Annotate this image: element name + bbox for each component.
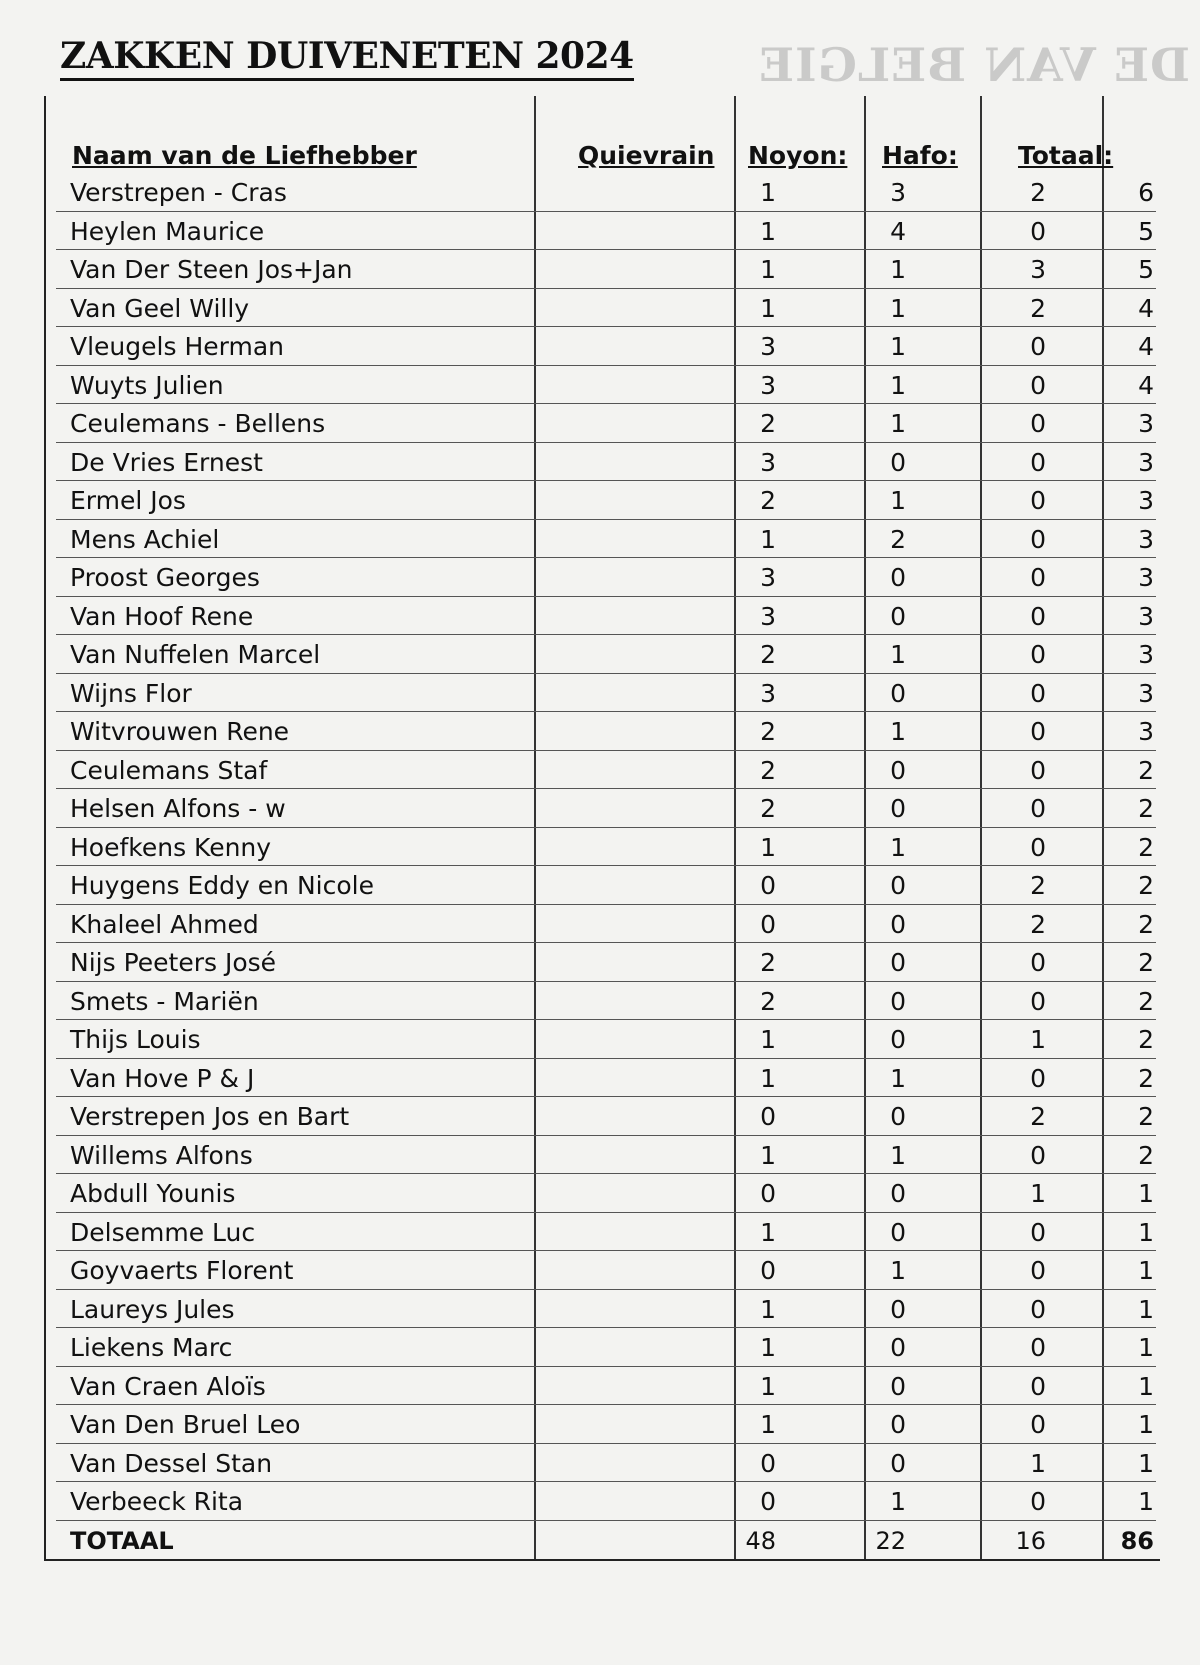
cell-quievrain: 3 [760,370,776,400]
table-row [56,1136,1156,1175]
cell-totaal: 2 [1138,871,1154,900]
table-row [56,1251,1156,1290]
cell-noyon: 0 [890,563,906,592]
cell-hafo: 0 [1030,1256,1046,1285]
cell-hafo: 1 [1030,1179,1046,1208]
cell-name: Van Geel Willy [70,293,250,323]
cell-noyon: 0 [890,1333,906,1362]
cell-totaal: 1 [1138,1294,1154,1324]
cell-quievrain: 3 [760,447,776,477]
cell-hafo: 2 [1030,1102,1046,1131]
cell-totaal: 3 [1138,601,1154,631]
cell-noyon: 0 [890,755,906,785]
cell-noyon: 1 [890,409,906,438]
header-noyon: Noyon: [748,141,848,170]
cell-name: Helsen Alfons - w [70,794,286,823]
header-quievrain: Quievrain [578,141,715,170]
cell-totaal: 2 [1138,755,1154,785]
table-row [56,712,1156,751]
cell-hafo: 0 [1030,678,1046,708]
cell-quievrain: 3 [760,678,776,708]
cell-name: Laureys Jules [70,1294,235,1324]
cell-quievrain: 0 [760,909,776,939]
cell-noyon: 0 [890,601,906,631]
cell-hafo: 2 [1030,909,1046,939]
cell-totaal: 2 [1138,986,1154,1016]
cell-hafo: 0 [1030,640,1046,669]
cell-noyon: 0 [890,1294,906,1324]
cell-name: Witvrouwen Rene [70,717,290,746]
cell-hafo: 0 [1030,524,1046,554]
cell-noyon: 3 [890,178,906,207]
cell-totaal: 2 [1138,1102,1154,1131]
cell-quievrain: 0 [760,1487,776,1516]
table-row [56,1174,1156,1213]
table-row [56,905,1156,944]
table-row [56,1059,1156,1098]
cell-hafo: 0 [1030,717,1046,746]
cell-quievrain: 1 [760,216,776,246]
cell-quievrain: 3 [760,332,776,361]
table-row [56,327,1156,366]
cell-quievrain: 1 [760,1025,776,1054]
cell-quievrain: 0 [760,1102,776,1131]
cell-noyon: 0 [890,1448,906,1478]
cell-name: Mens Achiel [70,524,220,554]
cell-noyon: 1 [890,1063,906,1093]
cell-name: Wijns Flor [70,678,192,708]
cell-noyon: 1 [890,370,906,400]
cell-quievrain: 2 [760,717,776,746]
cell-totaal: 5 [1138,216,1154,246]
cell-totaal: 3 [1138,486,1154,515]
cell-name: Proost Georges [70,563,260,592]
cell-totaal: 3 [1138,678,1154,708]
cell-hafo: 0 [1030,601,1046,631]
cell-totaal: 1 [1138,1487,1154,1516]
header-name: Naam van de Liefhebber [72,141,417,170]
cell-hafo: 0 [1030,1371,1046,1401]
cell-quievrain: 1 [760,1217,776,1247]
cell-totaal: 4 [1138,332,1154,361]
cell-noyon: 0 [890,1025,906,1054]
cell-hafo: 0 [1030,1410,1046,1439]
header-totaal: Totaal: [1018,141,1114,170]
total-hafo: 16 [1015,1526,1046,1555]
cell-totaal: 2 [1138,1025,1154,1054]
cell-quievrain: 0 [760,1256,776,1285]
cell-quievrain: 1 [760,1140,776,1170]
table-row [56,173,1156,212]
cell-hafo: 0 [1030,332,1046,361]
cell-hafo: 1 [1030,1025,1046,1054]
cell-name: Ermel Jos [70,486,186,515]
total-quievrain: 48 [745,1526,776,1555]
cell-hafo: 0 [1030,1063,1046,1093]
cell-totaal: 6 [1138,178,1154,207]
cell-noyon: 1 [890,1256,906,1285]
cell-noyon: 0 [890,794,906,823]
cell-hafo: 1 [1030,1448,1046,1478]
cell-quievrain: 2 [760,486,776,515]
cell-name: Goyvaerts Florent [70,1256,294,1285]
cell-noyon: 0 [890,1217,906,1247]
table-row [56,1405,1156,1444]
cell-totaal: 1 [1138,1333,1154,1362]
header-hafo: Hafo: [882,141,958,170]
cell-name: Heylen Maurice [70,216,265,246]
table-row [56,481,1156,520]
cell-noyon: 0 [890,909,906,939]
cell-totaal: 2 [1138,832,1154,862]
cell-hafo: 0 [1030,1333,1046,1362]
cell-noyon: 1 [890,717,906,746]
cell-totaal: 1 [1138,1410,1154,1439]
cell-hafo: 2 [1030,293,1046,323]
table-row [56,1290,1156,1329]
cell-quievrain: 1 [760,832,776,862]
cell-noyon: 1 [890,332,906,361]
cell-hafo: 0 [1030,755,1046,785]
cell-noyon: 0 [890,447,906,477]
table-row [56,366,1156,405]
table-row [56,943,1156,982]
cell-hafo: 0 [1030,948,1046,977]
cell-name: Van Den Bruel Leo [70,1410,301,1439]
cell-totaal: 3 [1138,447,1154,477]
cell-hafo: 0 [1030,370,1046,400]
cell-hafo: 0 [1030,794,1046,823]
cell-noyon: 1 [890,832,906,862]
cell-name: Nijs Peeters José [70,948,277,977]
total-totaal: 86 [1120,1526,1154,1555]
cell-quievrain: 2 [760,640,776,669]
cell-name: Thijs Louis [70,1025,201,1054]
total-row [56,1521,1156,1559]
table-row [56,1482,1156,1521]
cell-quievrain: 2 [760,409,776,438]
cell-hafo: 0 [1030,986,1046,1016]
cell-noyon: 0 [890,986,906,1016]
table-row [56,558,1156,597]
cell-totaal: 2 [1138,909,1154,939]
cell-noyon: 0 [890,1410,906,1439]
document-title: ZAKKEN DUIVENETEN 2024 [60,34,634,81]
table-row [56,520,1156,559]
cell-hafo: 0 [1030,216,1046,246]
table-row [56,212,1156,251]
cell-quievrain: 1 [760,1294,776,1324]
cell-quievrain: 2 [760,755,776,785]
cell-name: Willems Alfons [70,1140,253,1170]
cell-quievrain: 2 [760,948,776,977]
cell-totaal: 2 [1138,948,1154,977]
cell-name: Khaleel Ahmed [70,909,259,939]
cell-hafo: 0 [1030,1487,1046,1516]
cell-hafo: 0 [1030,409,1046,438]
cell-noyon: 1 [890,1140,906,1170]
cell-quievrain: 1 [760,255,776,284]
table-row [56,982,1156,1021]
table-row [56,1328,1156,1367]
cell-totaal: 4 [1138,370,1154,400]
cell-noyon: 1 [890,640,906,669]
cell-quievrain: 1 [760,178,776,207]
cell-totaal: 2 [1138,1063,1154,1093]
table-body [56,173,1156,1558]
cell-hafo: 2 [1030,871,1046,900]
total-noyon: 22 [875,1526,906,1555]
cell-quievrain: 0 [760,1179,776,1208]
table-row [56,404,1156,443]
cell-name: Smets - Mariën [70,986,259,1016]
cell-totaal: 2 [1138,1140,1154,1170]
cell-name: Ceulemans Staf [70,755,268,785]
table-row [56,1444,1156,1483]
cell-quievrain: 1 [760,524,776,554]
cell-noyon: 0 [890,678,906,708]
cell-noyon: 0 [890,871,906,900]
cell-totaal: 3 [1138,409,1154,438]
cell-noyon: 0 [890,1102,906,1131]
cell-name: Wuyts Julien [70,370,224,400]
cell-name: Van Dessel Stan [70,1448,273,1478]
cell-totaal: 1 [1138,1179,1154,1208]
cell-name: Ceulemans - Bellens [70,409,326,438]
cell-quievrain: 1 [760,1063,776,1093]
table-row [56,597,1156,636]
table-row [56,828,1156,867]
cell-totaal: 3 [1138,563,1154,592]
table-row [56,1020,1156,1059]
cell-totaal: 2 [1138,794,1154,823]
cell-quievrain: 0 [760,1448,776,1478]
cell-noyon: 1 [890,1487,906,1516]
table-row [56,1097,1156,1136]
cell-name: Huygens Eddy en Nicole [70,871,374,900]
cell-noyon: 4 [890,216,906,246]
cell-name: Van Hove P & J [70,1063,255,1093]
cell-quievrain: 3 [760,563,776,592]
cell-totaal: 3 [1138,717,1154,746]
table-row [56,866,1156,905]
cell-hafo: 3 [1030,255,1046,284]
cell-hafo: 0 [1030,832,1046,862]
table-row [56,751,1156,790]
table-row [56,443,1156,482]
cell-quievrain: 3 [760,601,776,631]
cell-totaal: 5 [1138,255,1154,284]
cell-name: Delsemme Luc [70,1217,256,1247]
cell-hafo: 0 [1030,486,1046,515]
cell-totaal: 1 [1138,1256,1154,1285]
cell-name: Hoefkens Kenny [70,832,272,862]
cell-name: Van Der Steen Jos+Jan [70,255,353,284]
cell-name: De Vries Ernest [70,447,263,477]
cell-name: Verstrepen - Cras [70,178,287,207]
cell-totaal: 1 [1138,1371,1154,1401]
cell-name: Verstrepen Jos en Bart [70,1102,350,1131]
cell-noyon: 0 [890,948,906,977]
cell-totaal: 3 [1138,640,1154,669]
table-row [56,1213,1156,1252]
cell-totaal: 1 [1138,1217,1154,1247]
cell-quievrain: 0 [760,871,776,900]
cell-noyon: 1 [890,486,906,515]
cell-hafo: 0 [1030,1140,1046,1170]
bleed-through-text: DE VAN BELGIE [758,38,1190,92]
table-row [56,789,1156,828]
cell-quievrain: 2 [760,986,776,1016]
cell-name: Van Craen Aloïs [70,1371,266,1401]
cell-hafo: 0 [1030,1294,1046,1324]
cell-hafo: 2 [1030,178,1046,207]
cell-name: Verbeeck Rita [70,1487,244,1516]
cell-quievrain: 1 [760,1371,776,1401]
cell-quievrain: 1 [760,1333,776,1362]
cell-totaal: 3 [1138,524,1154,554]
cell-noyon: 1 [890,255,906,284]
table-row [56,1367,1156,1406]
cell-name: Abdull Younis [70,1179,236,1208]
cell-quievrain: 1 [760,293,776,323]
table-row [56,289,1156,328]
cell-hafo: 0 [1030,1217,1046,1247]
cell-name: Van Hoof Rene [70,601,254,631]
cell-noyon: 0 [890,1371,906,1401]
total-label: TOTAAL [70,1526,174,1555]
table-row [56,674,1156,713]
table-row [56,635,1156,674]
cell-noyon: 1 [890,293,906,323]
cell-name: Vleugels Herman [70,332,284,361]
cell-noyon: 2 [890,524,906,554]
cell-noyon: 0 [890,1179,906,1208]
cell-hafo: 0 [1030,563,1046,592]
cell-totaal: 4 [1138,293,1154,323]
cell-quievrain: 2 [760,794,776,823]
cell-name: Liekens Marc [70,1333,233,1362]
cell-quievrain: 1 [760,1410,776,1439]
cell-hafo: 0 [1030,447,1046,477]
cell-totaal: 1 [1138,1448,1154,1478]
table-row [56,250,1156,289]
cell-name: Van Nuffelen Marcel [70,640,321,669]
